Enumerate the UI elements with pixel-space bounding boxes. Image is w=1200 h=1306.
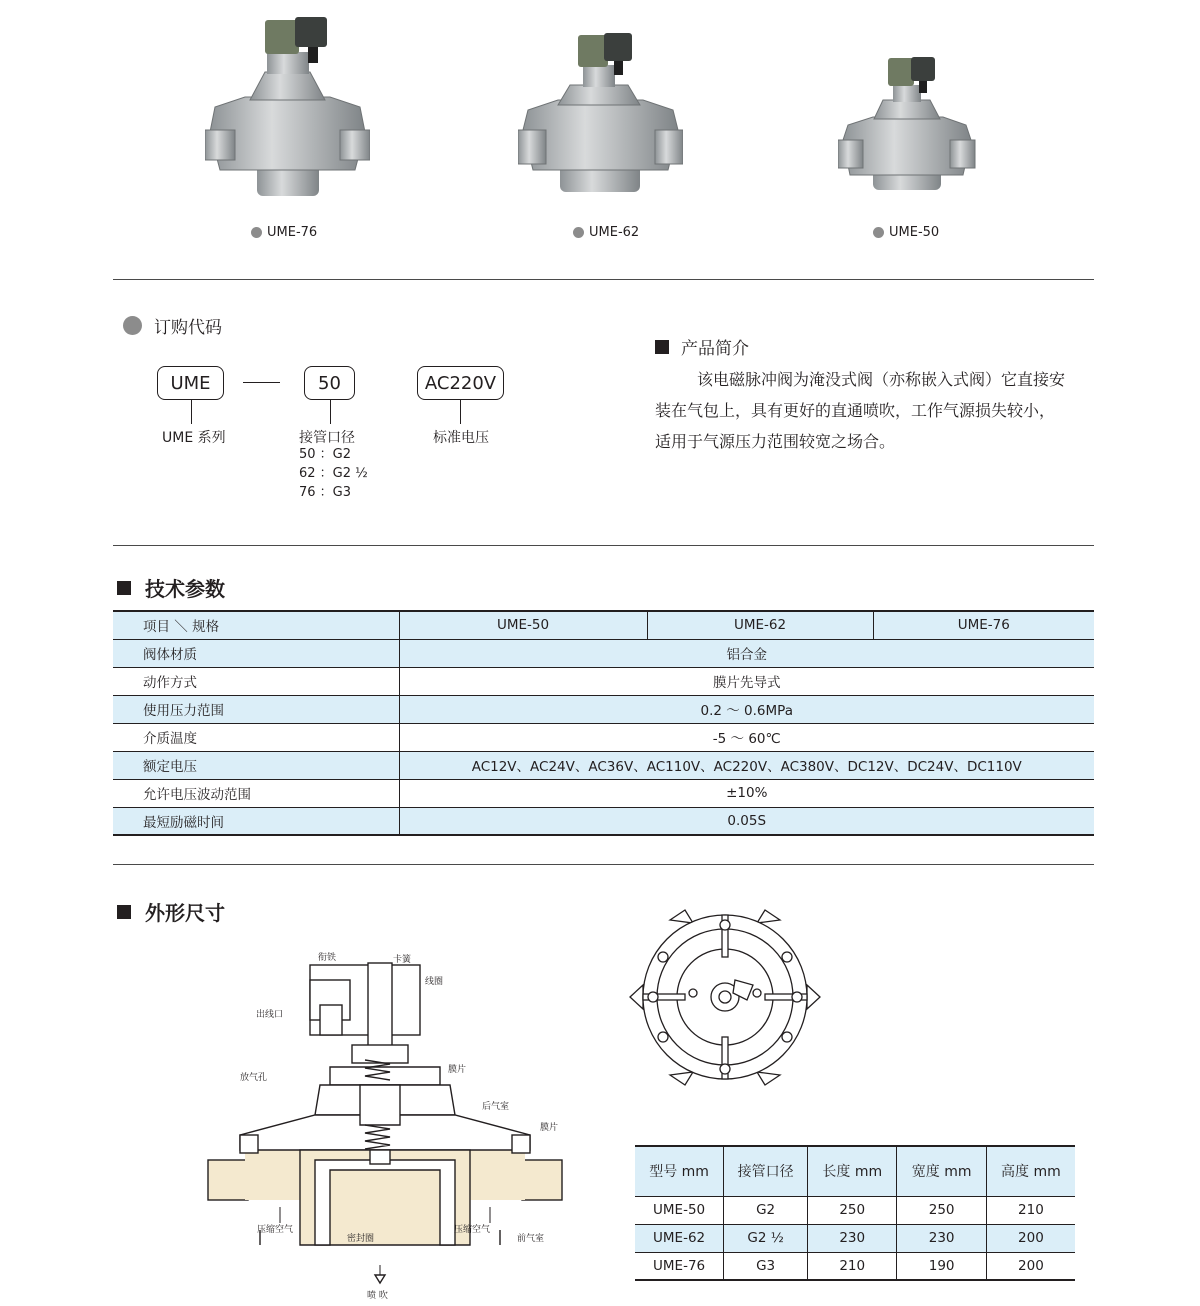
code-box-voltage: AC220V: [417, 366, 504, 400]
diagram-label: 出线口: [256, 1010, 284, 1020]
bullet-square-icon: [117, 581, 131, 595]
bullet-dot-icon: [573, 227, 584, 238]
code-box-series: UME: [157, 366, 224, 400]
intro-text: 该电磁脉冲阀为淹没式阀（亦称嵌入式阀）它直接安装在气包上，具有更好的直通喷吹，工作气源损失较小，适用于气源压力范围较宽之场合。: [655, 370, 1066, 451]
header-cell: 宽度 mm: [897, 1146, 986, 1196]
table-row: 额定电压 AC12V、AC24V、AC36V、AC110V、AC220V、AC380V、DC12V、DC24V、DC110V: [113, 751, 1094, 779]
header-cell: 高度 mm: [986, 1146, 1075, 1196]
table-row: 最短励磁时间 0.05S: [113, 807, 1094, 835]
order-code-heading: 订购代码: [123, 313, 222, 338]
header-cell: 接管口径: [724, 1146, 808, 1196]
diagram-label: 衔铁: [318, 953, 337, 963]
diagram-label: 线圈: [425, 977, 444, 987]
diagram-label: 压缩空气: [454, 1225, 491, 1235]
table-row: 介质温度 -5 ～ 60℃: [113, 723, 1094, 751]
size-option: 76 ：G3: [299, 485, 352, 500]
table-row: UME-50 G2 250 250 210: [635, 1196, 1075, 1224]
bullet-square-icon: [655, 340, 669, 354]
valve-section-drawing: [200, 945, 570, 1295]
size-label: 接管口径: [299, 430, 355, 446]
valve-photo-ume-76: [205, 12, 370, 197]
divider: [113, 864, 1094, 865]
bullet-dot-icon: [251, 227, 262, 238]
header-cell: 长度 mm: [808, 1146, 897, 1196]
table-row: 允许电压波动范围 ±10%: [113, 779, 1094, 807]
valve-photo-ume-50: [838, 55, 978, 195]
caption-ume-62: UME-62: [573, 225, 639, 240]
code-box-size: 50: [304, 366, 355, 400]
dims-heading: 外形尺寸: [117, 897, 225, 926]
diagram-label: 后气室: [482, 1102, 510, 1112]
table-row: 阀体材质 铝合金: [113, 639, 1094, 667]
table-header-row: [635, 1146, 1075, 1196]
diagram-label: 膜片: [540, 1123, 559, 1133]
bullet-circle-icon: [123, 316, 142, 335]
diagram-label: 膜片: [448, 1065, 467, 1075]
tech-heading: 技术参数: [117, 573, 225, 602]
bullet-dot-icon: [873, 227, 884, 238]
header-cell: UME-76: [873, 611, 1094, 639]
voltage-label: 标准电压: [433, 430, 489, 446]
diagram-label: 卡簧: [393, 955, 412, 965]
divider: [113, 279, 1094, 280]
size-option: 50 ：G2: [299, 447, 352, 462]
tech-params-table: [113, 610, 1094, 836]
divider: [113, 545, 1094, 546]
table-row: 使用压力范围 0.2 ～ 0.6MPa: [113, 695, 1094, 723]
header-cell: UME-62: [647, 611, 873, 639]
connector-line: [191, 400, 192, 424]
dimensions-table: [635, 1145, 1075, 1281]
header-cell: 项目 ＼ 规格: [113, 611, 399, 639]
diagram-label: 前气室: [517, 1234, 545, 1244]
bullet-square-icon: [117, 905, 131, 919]
header-cell: 型号 mm: [635, 1146, 724, 1196]
diagram-label: 密封圈: [347, 1234, 375, 1244]
table-header-row: [113, 611, 1094, 639]
caption-ume-76: UME-76: [251, 225, 317, 240]
diagram-label: 压缩空气: [257, 1225, 294, 1235]
valve-top-view-drawing: [625, 905, 825, 1090]
connector-line: [460, 400, 461, 424]
code-dash: [243, 382, 280, 383]
connector-line: [330, 400, 331, 424]
table-row: UME-76 G3 210 190 200: [635, 1252, 1075, 1280]
table-row: UME-62 G2 ½ 230 230 200: [635, 1224, 1075, 1252]
diagram-label: 喷 吹: [367, 1291, 388, 1301]
diagram-label: 放气孔: [240, 1073, 268, 1083]
valve-photo-ume-62: [518, 30, 683, 195]
intro-heading: 产品简介: [655, 334, 749, 359]
series-label: UME 系列: [162, 430, 226, 446]
caption-ume-50: UME-50: [873, 225, 939, 240]
header-cell: UME-50: [399, 611, 647, 639]
size-option: 62 ：G2 ½: [299, 466, 368, 481]
table-row: 动作方式 膜片先导式: [113, 667, 1094, 695]
